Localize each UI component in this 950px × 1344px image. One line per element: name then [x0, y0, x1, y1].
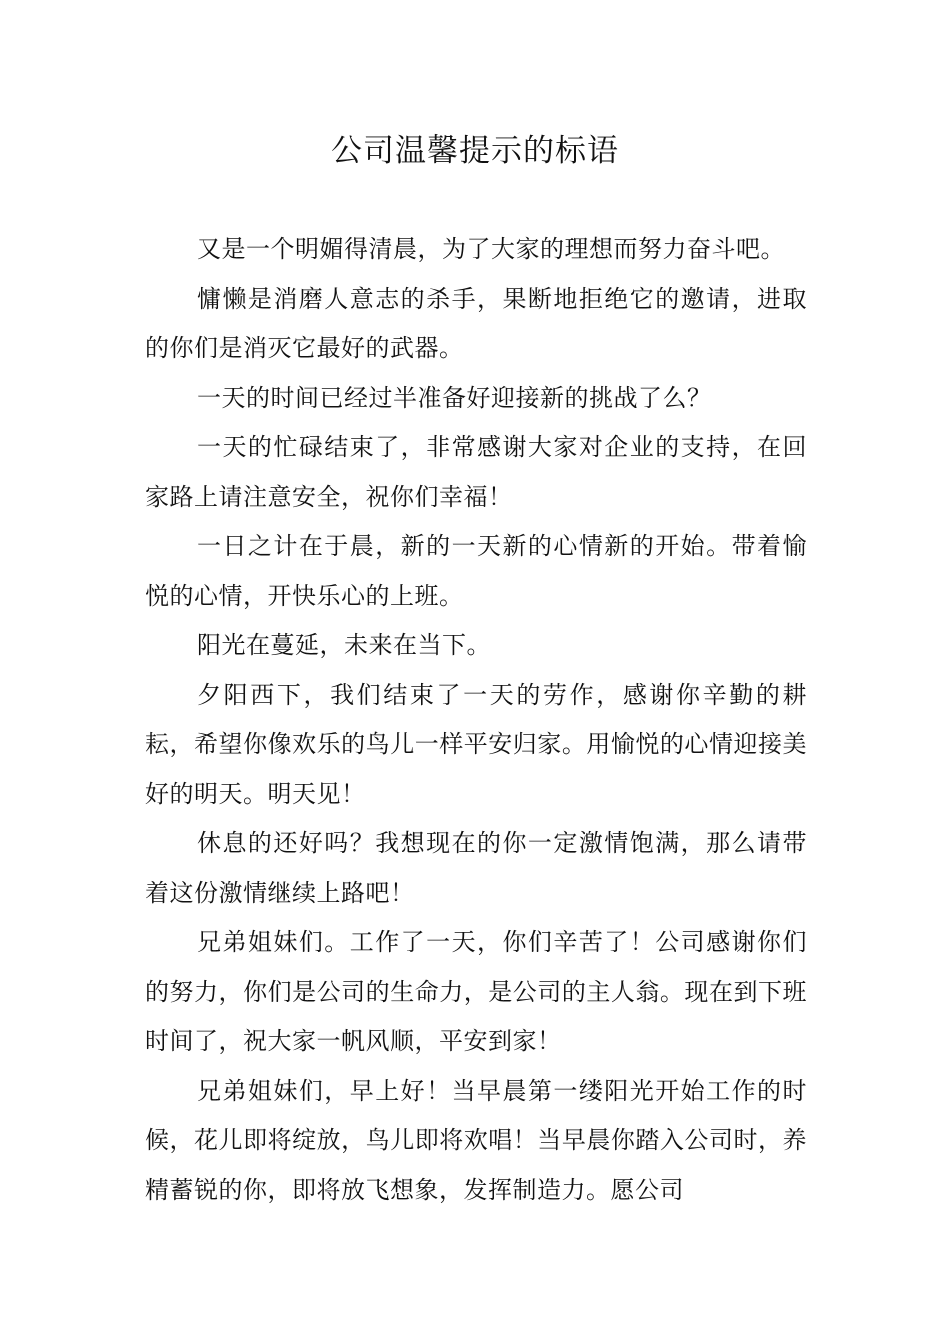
paragraph: 夕阳西下，我们结束了一天的劳作，感谢你辛勤的耕耘，希望你像欢乐的鸟儿一样平安归家。用愉悦的心情迎接美好的明天。明天见！	[145, 680, 807, 808]
paragraph: 阳光在蔓延，未来在当下。	[197, 631, 491, 659]
document-title: 公司温馨提示的标语	[331, 133, 619, 169]
paragraph: 休息的还好吗？我想现在的你一定激情饱满，那么请带着这份激情继续上路吧！	[145, 829, 807, 907]
paragraph: 又是一个明媚得清晨，为了大家的理想而努力奋斗吧。	[197, 235, 785, 263]
paragraph: 一天的时间已经过半准备好迎接新的挑战了么？	[197, 383, 712, 412]
paragraph: 慵懒是消磨人意志的杀手，果断地拒绝它的邀请，进取的你们是消灭它最好的武器。	[145, 284, 807, 362]
paragraph: 一天的忙碌结束了，非常感谢大家对企业的支持，在回家路上请注意安全，祝你们幸福！	[145, 433, 807, 511]
paragraph: 兄弟姐妹们。工作了一天，你们辛苦了！公司感谢你们的努力，你们是公司的生命力，是公司的主人翁。现在到下班时间了，祝大家一帆风顺，平安到家！	[145, 928, 807, 1055]
document-body	[145, 225, 807, 1215]
paragraph: 一日之计在于晨，新的一天新的心情新的开始。带着愉悦的心情，开快乐心的上班。	[145, 532, 807, 610]
paragraph: 兄弟姐妹们，早上好！当早晨第一缕阳光开始工作的时候，花儿即将绽放，鸟儿即将欢唱！当早晨你踏入公司时，养精蓄锐的你，即将放飞想象，发挥制造力。愿公司	[145, 1076, 807, 1204]
